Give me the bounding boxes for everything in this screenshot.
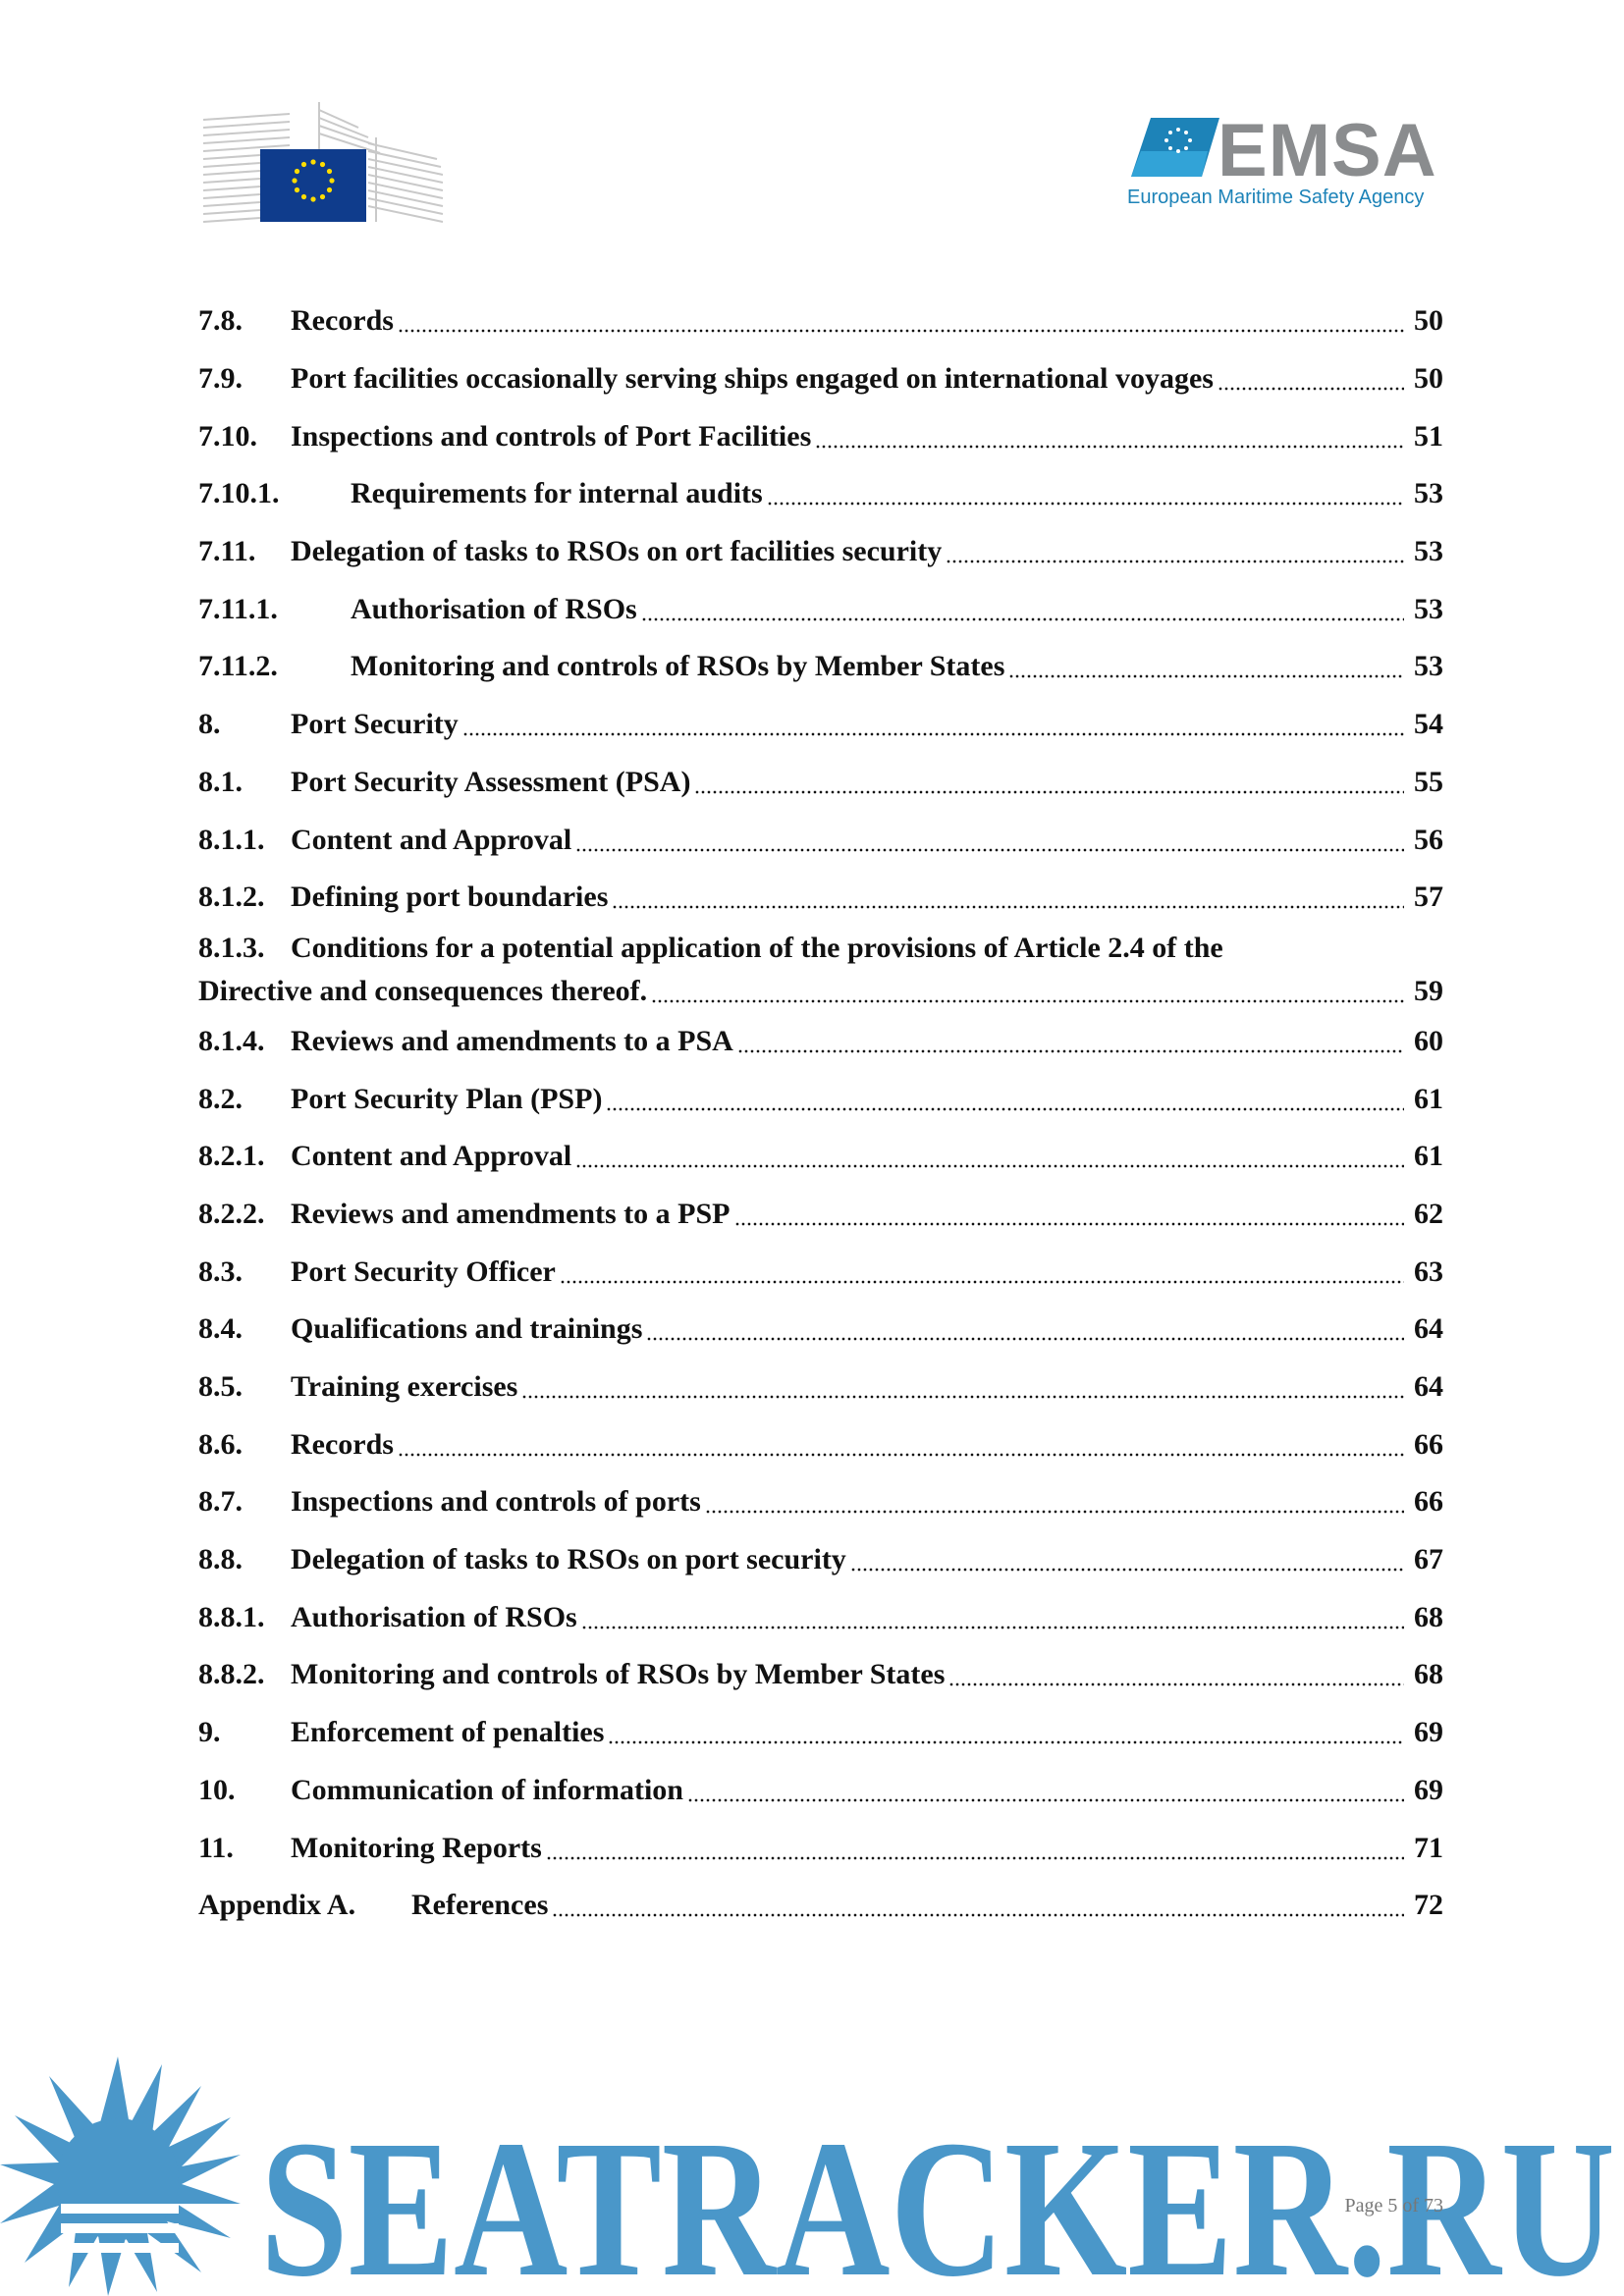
toc-entry-7-11-1[interactable] — [198, 580, 1443, 638]
toc-number: 7.8. — [198, 304, 243, 338]
toc-title: Conditions for a potential application of the provisions of Article 2.4 of the — [291, 931, 1223, 964]
dot-leader — [546, 1834, 1404, 1863]
toc-title: Content and Approval — [291, 1140, 572, 1173]
toc-number: 7.11.2. — [198, 650, 278, 683]
dot-leader — [694, 768, 1404, 797]
toc-number: 8.3. — [198, 1255, 243, 1288]
toc-entry-appendix-a[interactable] — [198, 1877, 1443, 1935]
toc-page: 64 — [1414, 1312, 1443, 1346]
toc-title: Communication of information — [291, 1773, 683, 1806]
toc-title: Port Security — [291, 708, 459, 741]
dot-leader — [705, 1487, 1404, 1517]
dot-leader — [734, 1200, 1405, 1229]
toc-page: 53 — [1414, 650, 1443, 683]
toc-number: 8.2.1. — [198, 1140, 265, 1173]
toc-number: 8.7. — [198, 1485, 243, 1519]
toc-number: 8.1.1. — [198, 823, 265, 856]
toc-title: References — [411, 1889, 549, 1922]
toc-page: 66 — [1414, 1485, 1443, 1519]
dot-leader — [575, 826, 1404, 855]
toc-number: 8.1. — [198, 765, 243, 798]
toc-entry-8-2-1[interactable] — [198, 1128, 1443, 1186]
toc-number: 8.8. — [198, 1543, 243, 1576]
toc-number: 7.10. — [198, 419, 257, 453]
toc-page: 56 — [1414, 823, 1443, 856]
toc-entry-8[interactable] — [198, 696, 1443, 754]
toc-entry-8-1[interactable] — [198, 754, 1443, 812]
toc-entry-8-5[interactable] — [198, 1359, 1443, 1416]
toc-title: Inspections and controls of ports — [291, 1485, 701, 1519]
toc-entry-7-8[interactable] — [198, 293, 1443, 350]
toc-page: 69 — [1414, 1716, 1443, 1749]
toc-number: 8.2.2. — [198, 1197, 265, 1230]
toc-page: 50 — [1414, 362, 1443, 396]
toc-number: 8.1.2. — [198, 881, 265, 914]
toc-entry-9[interactable] — [198, 1704, 1443, 1762]
toc-title: Training exercises — [291, 1370, 518, 1404]
toc-entry-8-1-2[interactable] — [198, 869, 1443, 927]
dot-leader — [1218, 364, 1404, 394]
dot-leader — [687, 1776, 1404, 1805]
dot-leader — [946, 537, 1404, 566]
toc-title: Monitoring and controls of RSOs by Member States — [291, 1658, 946, 1691]
toc-page: 62 — [1414, 1197, 1443, 1230]
toc-page: 55 — [1414, 765, 1443, 798]
toc-page: 51 — [1414, 419, 1443, 453]
toc-number: 8.8.2. — [198, 1658, 265, 1691]
toc-title: Defining port boundaries — [291, 881, 609, 914]
dot-leader — [767, 479, 1404, 508]
toc-number: 7.9. — [198, 362, 243, 396]
dot-leader — [646, 1314, 1404, 1344]
dot-leader — [398, 306, 1404, 336]
toc-page: 66 — [1414, 1427, 1443, 1461]
dot-leader — [948, 1660, 1404, 1689]
dot-leader — [737, 1027, 1404, 1056]
toc-title: Enforcement of penalties — [291, 1716, 605, 1749]
toc-page: 60 — [1414, 1024, 1443, 1057]
toc-title: Reviews and amendments to a PSP — [291, 1197, 731, 1230]
toc-title: Monitoring and controls of RSOs by Member States — [351, 650, 1005, 683]
dot-leader — [815, 422, 1404, 452]
toc-page: 61 — [1414, 1140, 1443, 1173]
dot-leader — [641, 595, 1404, 624]
toc-number: 7.11.1. — [198, 592, 278, 625]
toc-page: 63 — [1414, 1255, 1443, 1288]
dot-leader — [612, 882, 1404, 912]
toc-number: 9. — [198, 1716, 221, 1749]
toc-page: 50 — [1414, 304, 1443, 338]
toc-entry-10[interactable] — [198, 1762, 1443, 1820]
toc-entry-11[interactable] — [198, 1819, 1443, 1877]
toc-page: 69 — [1414, 1773, 1443, 1806]
toc-number: 8.5. — [198, 1370, 243, 1404]
toc-page: 67 — [1414, 1543, 1443, 1576]
toc-entry-8-1-3[interactable] — [198, 927, 1443, 1013]
toc-entry-7-10-1[interactable] — [198, 465, 1443, 523]
table-of-contents — [198, 293, 1443, 1935]
toc-number: 11. — [198, 1831, 234, 1864]
toc-entry-8-8[interactable] — [198, 1531, 1443, 1589]
toc-number: 8.4. — [198, 1312, 243, 1346]
toc-page: 57 — [1414, 881, 1443, 914]
emsa-tagline: European Maritime Safety Agency — [1127, 187, 1425, 208]
toc-entry-8-3[interactable] — [198, 1243, 1443, 1301]
emsa-emblem-icon — [1129, 116, 1223, 181]
dot-leader — [606, 1085, 1404, 1114]
toc-title: Authorisation of RSOs — [351, 592, 637, 625]
toc-entry-7-11[interactable] — [198, 523, 1443, 581]
dot-leader — [575, 1142, 1404, 1171]
toc-title: Records — [291, 1427, 394, 1461]
dot-leader — [608, 1718, 1404, 1747]
toc-page: 61 — [1414, 1082, 1443, 1115]
toc-title: Delegation of tasks to RSOs on port security — [291, 1543, 846, 1576]
dot-leader — [398, 1430, 1404, 1460]
dot-leader — [521, 1372, 1404, 1402]
toc-title: Qualifications and trainings — [291, 1312, 643, 1346]
dot-leader — [651, 977, 1404, 1006]
toc-title: Inspections and controls of Port Facilities — [291, 419, 812, 453]
toc-number: 10. — [198, 1773, 236, 1806]
toc-entry-7-11-2[interactable] — [198, 638, 1443, 696]
toc-entry-8-8-2[interactable] — [198, 1646, 1443, 1704]
toc-number: 8.6. — [198, 1427, 243, 1461]
toc-title: Reviews and amendments to a PSA — [291, 1024, 733, 1057]
toc-entry-7-9[interactable] — [198, 350, 1443, 408]
toc-number: 7.10.1. — [198, 477, 280, 510]
toc-entry-8-2-2[interactable] — [198, 1186, 1443, 1244]
toc-title: Port Security Officer — [291, 1255, 556, 1288]
dot-leader — [462, 710, 1404, 739]
toc-entry-8-1-1[interactable] — [198, 811, 1443, 869]
toc-page: 53 — [1414, 535, 1443, 568]
toc-title-continuation: Directive and consequences thereof. — [198, 974, 648, 1007]
toc-title: Port facilities occasionally serving ships engaged on international voyages — [291, 362, 1214, 396]
toc-title: Delegation of tasks to RSOs on ort facilities security — [291, 535, 943, 568]
toc-number: Appendix A. — [198, 1889, 356, 1922]
dot-leader — [560, 1257, 1404, 1287]
toc-title: Authorisation of RSOs — [291, 1600, 577, 1633]
emsa-wordmark: EMSA — [1218, 109, 1437, 192]
watermark-text: SEATRACKER.RU — [260, 2101, 1615, 2296]
toc-entry-8-2[interactable] — [198, 1070, 1443, 1128]
toc-page: 64 — [1414, 1370, 1443, 1404]
toc-entry-8-6[interactable] — [198, 1415, 1443, 1473]
european-commission-logo-icon — [201, 98, 447, 226]
sunburst-icon — [0, 2056, 241, 2296]
toc-title: Requirements for internal audits — [351, 477, 763, 510]
toc-title: Content and Approval — [291, 823, 572, 856]
dot-leader — [850, 1545, 1404, 1575]
toc-page: 68 — [1414, 1600, 1443, 1633]
dot-leader — [552, 1891, 1404, 1920]
seatracker-watermark — [0, 2056, 1624, 2296]
page-number: Page 5 of 73 — [1344, 2195, 1443, 2216]
toc-entry-7-10[interactable] — [198, 407, 1443, 465]
toc-page: 72 — [1414, 1889, 1443, 1922]
toc-title: Records — [291, 304, 394, 338]
toc-page: 68 — [1414, 1658, 1443, 1691]
toc-number: 8.2. — [198, 1082, 243, 1115]
toc-entry-8-8-1[interactable] — [198, 1588, 1443, 1646]
toc-title: Port Security Assessment (PSA) — [291, 765, 691, 798]
toc-number: 8.8.1. — [198, 1600, 265, 1633]
toc-number: 8.1.3. — [198, 931, 265, 964]
emsa-logo — [1119, 109, 1443, 219]
toc-entry-8-4[interactable] — [198, 1301, 1443, 1359]
toc-page: 54 — [1414, 708, 1443, 741]
toc-title: Monitoring Reports — [291, 1831, 542, 1864]
toc-entry-8-7[interactable] — [198, 1473, 1443, 1531]
toc-page: 53 — [1414, 477, 1443, 510]
toc-page: 59 — [1414, 974, 1443, 1007]
toc-number: 8. — [198, 708, 221, 741]
dot-leader — [1008, 652, 1404, 681]
toc-number: 8.1.4. — [198, 1024, 265, 1057]
toc-page: 53 — [1414, 592, 1443, 625]
toc-title: Port Security Plan (PSP) — [291, 1082, 603, 1115]
toc-entry-8-1-4[interactable] — [198, 1013, 1443, 1071]
toc-page: 71 — [1414, 1831, 1443, 1864]
toc-number: 7.11. — [198, 535, 256, 568]
dot-leader — [581, 1603, 1404, 1632]
